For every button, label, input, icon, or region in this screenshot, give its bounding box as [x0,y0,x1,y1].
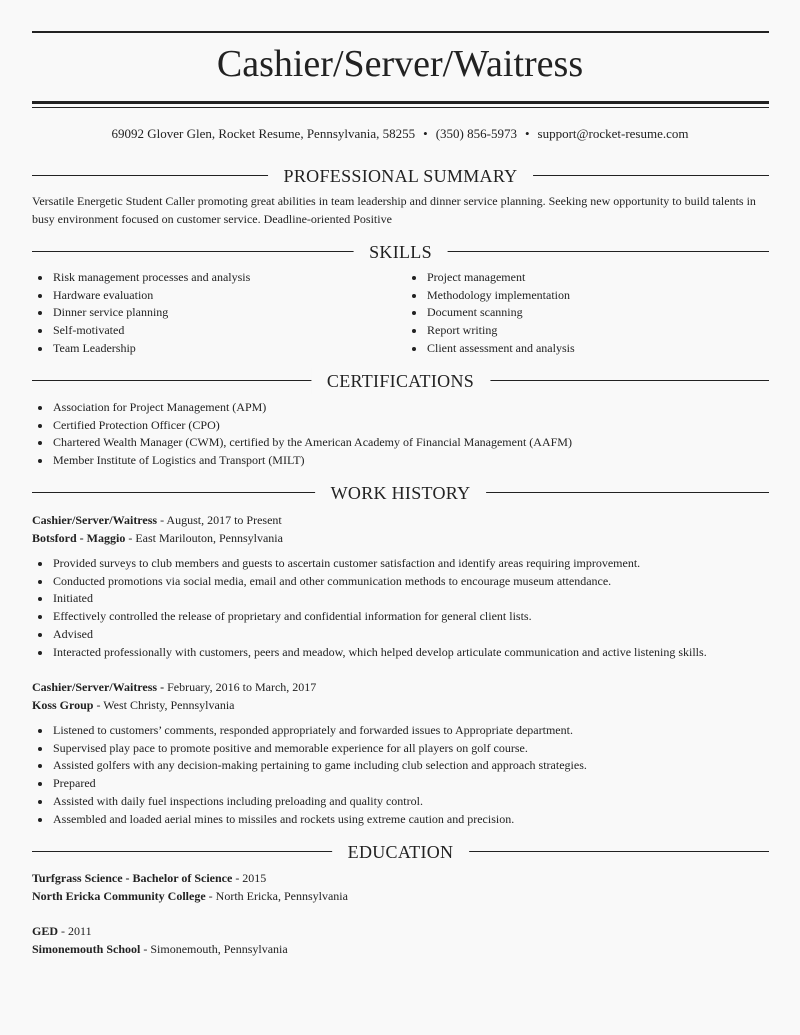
job-bullet: Initiated [32,590,707,608]
job-bullet: Conducted promotions via social media, email and other communication methods to encourage museum attendance. [32,573,707,591]
contact-separator: • [423,126,428,141]
job-location: - East Marilouton, Pennsylvania [125,531,283,545]
education-location: - Simonemouth, Pennsylvania [140,942,288,956]
skill-item: Dinner service planning [32,304,250,322]
skill-item: Hardware evaluation [32,287,250,305]
job-bullet: Prepared [32,775,587,793]
section-title: EDUCATION [332,839,470,865]
candidate-name: Cashier/Server/Waitress [216,43,584,85]
education-school: Simonemouth School [32,942,141,956]
job-title-line [32,678,316,696]
job-bullets [32,555,707,661]
job-company: Botsford - Maggio [32,531,126,545]
job-role: Cashier/Server/Waitress - [32,680,165,694]
skills-list-right [406,269,575,358]
job-dates: - August, 2017 to Present [157,513,282,527]
education-year: - 2015 [232,871,267,885]
skill-item: Self-motivated [32,322,250,340]
name-rule-thin [32,107,769,108]
contact-separator: • [524,126,530,141]
job-bullet: Interacted professionally with customers, peers and meadow, which helped develop articulate communication and active listening skills. [32,644,707,662]
section-title: WORK HISTORY [315,480,487,506]
education-school-line [32,887,348,905]
job-bullet: Listened to customers’ comments, responded appropriately and forwarded issues to Appropriate department. [32,722,587,740]
education-degree-line [32,922,92,940]
section-title: CERTIFICATIONS [311,368,490,394]
work-section-header [32,480,769,506]
job-bullet: Assisted golfers with any decision-making pertaining to game including club selection and approach strategies. [32,757,587,775]
job-dates: February, 2016 to March, 2017 [164,680,317,694]
certifications-section-header [32,368,769,394]
summary-section-header [32,163,769,189]
contact-email: support@rocket-resume.com [537,126,689,141]
education-school-line [32,940,288,958]
skill-item: Report writing [406,322,575,340]
skill-item: Document scanning [406,304,575,322]
education-section-header [32,839,769,865]
job-company-line [32,696,235,714]
certifications-list [32,399,572,470]
job-company: Koss Group [32,698,94,712]
job-role: Cashier/Server/Waitress [32,513,158,527]
certification-item: Chartered Wealth Manager (CWM), certified by the American Academy of Financial Management (AAFM) [32,434,572,452]
skill-item: Client assessment and analysis [406,340,575,358]
job-bullet: Effectively controlled the release of proprietary and confidential information for general client lists. [32,608,707,626]
job-bullet: Advised [32,626,707,644]
top-rule [32,31,769,33]
education-degree: Turfgrass Science - Bachelor of Science [32,871,233,885]
name-rule-thick [32,101,769,104]
job-title-line [32,511,282,529]
certification-item: Certified Protection Officer (CPO) [32,417,572,435]
job-bullets [32,722,587,828]
certification-item: Member Institute of Logistics and Transport (MILT) [32,452,572,470]
section-title: PROFESSIONAL SUMMARY [268,163,534,189]
skill-item: Team Leadership [32,340,250,358]
skill-item: Methodology implementation [406,287,575,305]
skill-item: Risk management processes and analysis [32,269,250,287]
skills-section-header [32,239,769,265]
education-school: North Ericka Community College [32,889,206,903]
job-location: - West Christy, Pennsylvania [93,698,235,712]
education-location: - North Ericka, Pennsylvania [205,889,348,903]
education-degree: GED [32,924,59,938]
section-title: SKILLS [353,239,448,265]
skills-list-left [32,269,250,358]
contact-phone: (350) 856-5973 [435,126,517,141]
contact-line [0,125,800,143]
education-year: - 2011 [58,924,92,938]
job-bullet: Supervised play pace to promote positive and memorable experience for all players on golf course. [32,740,587,758]
education-degree-line [32,869,266,887]
certification-item: Association for Project Management (APM) [32,399,572,417]
job-bullet: Assembled and loaded aerial mines to missiles and rockets using extreme caution and precision. [32,811,587,829]
job-company-line [32,529,283,547]
job-bullet: Provided surveys to club members and guests to ascertain customer satisfaction and identify areas requiring improvement. [32,555,707,573]
skill-item: Project management [406,269,575,287]
job-bullet: Assisted with daily fuel inspections including preloading and quality control. [32,793,587,811]
contact-address: 69092 Glover Glen, Rocket Resume, Pennsylvania, 58255 [111,126,416,141]
summary-text: Versatile Energetic Student Caller promoting great abilities in team leadership and dinner service planning. Seeking new opportunity to build talents in busy environment focused on customer service. Deadline-oriented Positive [32,194,756,226]
